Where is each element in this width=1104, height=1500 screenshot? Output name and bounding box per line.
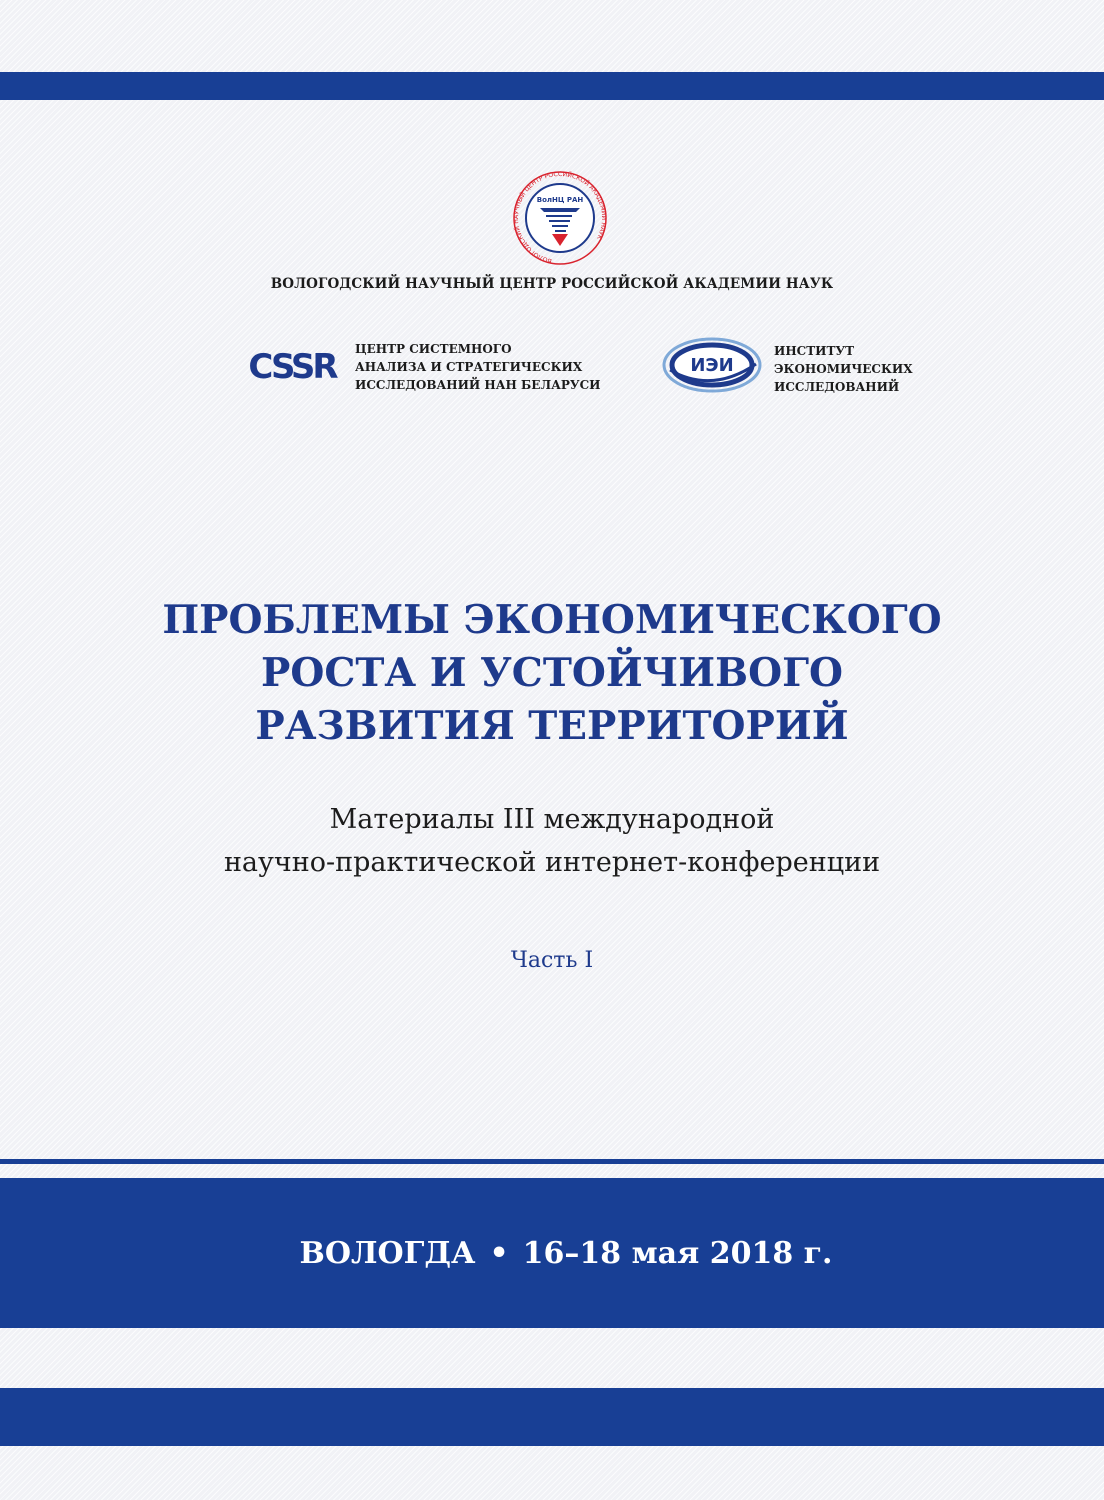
vologda-center-seal-logo xyxy=(502,168,618,268)
iei-name xyxy=(774,342,913,396)
svg-text:ИЭИ: ИЭИ xyxy=(690,355,734,376)
title-line: РОСТА И УСТОЙЧИВОГО xyxy=(261,650,843,696)
subtitle xyxy=(100,798,1004,884)
top-band xyxy=(0,72,1104,100)
cssr-name-line: АНАЛИЗА И СТРАТЕГИЧЕСКИХ xyxy=(355,360,583,374)
iei-logo xyxy=(660,334,764,396)
svg-text:CSSR: CSSR xyxy=(248,347,336,386)
footer-line xyxy=(300,1236,833,1271)
footer-dates: 16–18 мая 2018 г. xyxy=(522,1235,833,1271)
subtitle-line: научно-практической интернет-конференции xyxy=(223,847,881,878)
part-label: Часть I xyxy=(510,948,594,973)
partner-cssr xyxy=(238,338,601,396)
main-title xyxy=(100,594,1004,753)
bullet-separator: • xyxy=(489,1235,509,1271)
title-line: ПРОБЛЕМЫ ЭКОНОМИЧЕСКОГО xyxy=(162,597,942,643)
iei-name-line: ИССЛЕДОВАНИЙ xyxy=(774,380,900,394)
iei-name-line: ЭКОНОМИЧЕСКИХ xyxy=(774,362,913,376)
cssr-logo xyxy=(238,346,346,386)
footer-city: ВОЛОГДА xyxy=(299,1235,476,1271)
organization-name: ВОЛОГОДСКИЙ НАУЧНЫЙ ЦЕНТР РОССИЙСКОЙ АКАДЕМИИ НАУК xyxy=(270,276,834,292)
seal-ring-text: ВОЛОГОДСКИЙ НАУЧНЫЙ ЦЕНТР РОССИЙСКОЙ АКАДЕМИИ НАУК xyxy=(512,170,608,265)
title-line: РАЗВИТИЯ ТЕРРИТОРИЙ xyxy=(255,703,849,749)
footer-band xyxy=(0,1178,1104,1328)
iei-name-line: ИНСТИТУТ xyxy=(774,344,855,358)
cssr-name-line: ИССЛЕДОВАНИЙ НАН БЕЛАРУСИ xyxy=(355,378,601,392)
subtitle-line: Материалы III международной xyxy=(329,804,775,835)
divider-rule xyxy=(0,1159,1104,1164)
partner-iei xyxy=(660,334,920,398)
bottom-band xyxy=(0,1388,1104,1446)
cssr-name-line: ЦЕНТР СИСТЕМНОГО xyxy=(355,342,512,356)
cssr-name xyxy=(355,340,601,394)
seal-center-text: ВолНЦ РАН xyxy=(536,196,584,204)
